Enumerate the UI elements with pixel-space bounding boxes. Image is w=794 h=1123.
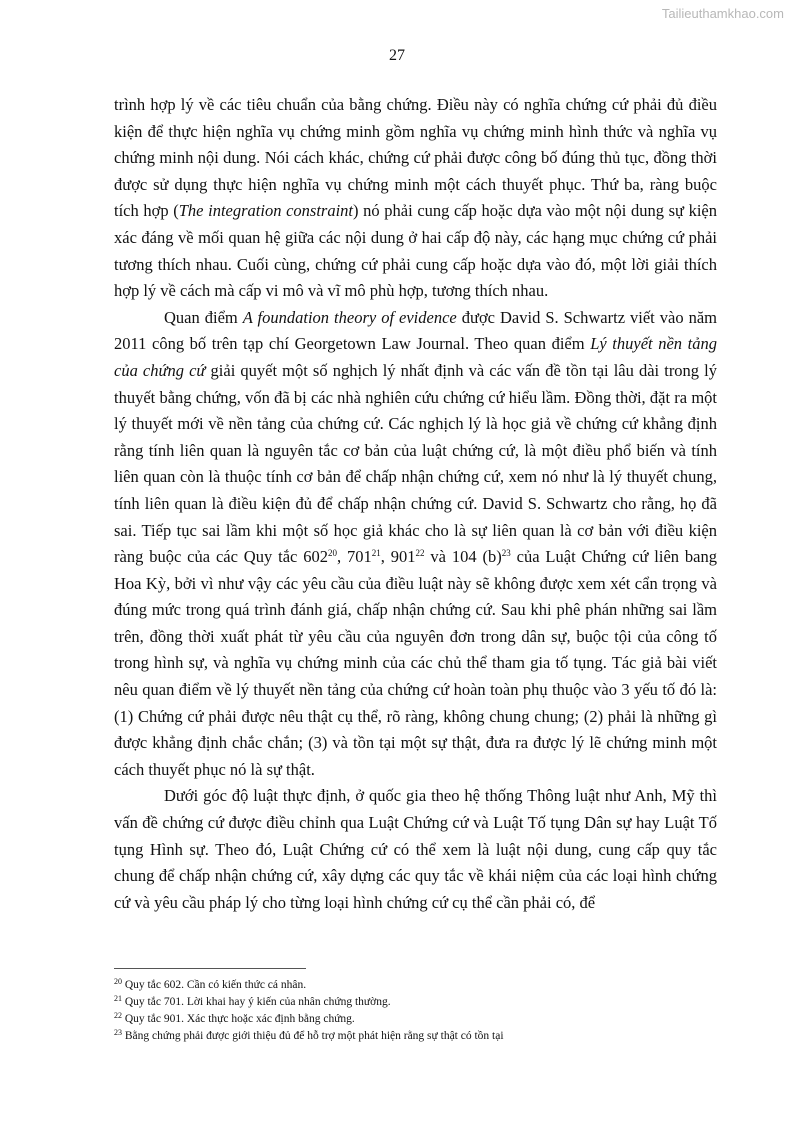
- watermark-text: Tailieuthamkhao.com: [661, 6, 784, 21]
- footnote-number: 21: [114, 994, 122, 1003]
- footnote-text: Quy tắc 602. Cần có kiến thức cá nhân.: [122, 979, 307, 991]
- footnote: [114, 1011, 734, 1028]
- paragraph-3: Dưới góc độ luật thực định, ở quốc gia theo hệ thống Thông luật như Anh, Mỹ thì vấn đề chứng cứ được điều chỉnh qua Luật Chứng cứ và Luật Tố tụng Dân sự hay Luật Tố tụng Hình sự. Theo đó, Luật Chứng cứ có thể xem là luật nội dung, cung cấp quy tắc chung để chấp nhận chứng cứ, xây dựng các quy tắc về khái niệm của các loại hình chứng cứ và yêu cầu pháp lý cho từng loại hình chứng cứ cụ thể cần phải có, để: [114, 786, 717, 912]
- paragraph-2-text-f: và 104 (b): [424, 547, 502, 567]
- italic-title-vi: Lý thuyết nền tảng của chứng cứ: [114, 334, 717, 380]
- paragraph-2-text-d: , 701: [336, 547, 372, 567]
- footnote-text: Quy tắc 701. Lời khai hay ý kiến của nhân chứng thường.: [122, 996, 391, 1008]
- paragraph-2-text-g: của Luật Chứng cứ liên bang Hoa Kỳ, bởi vì như vậy các yêu cầu của điều luật này sẽ không được xem xét cẩn trọng và đúng mức trong quá trình đánh giá, chấp nhận chứng cứ. Sau khi phê phán những sai lầm trên, đồng thời xuất phát từ yêu cầu của nguyên đơn trong dân sự, buộc tội của công tố trong hình sự, và nghĩa vụ chứng minh của các chủ thể tham gia tố tụng. Tác giả bài viết nêu quan điểm về lý thuyết nền tảng của chứng cứ hoàn toàn phụ thuộc vào 3 yếu tố đó là: (1) Chứng cứ phải được nêu thật cụ thể, rõ ràng, không chung chung; (2) phải là những gì được khẳng định chắc chắn; (3) và tồn tại một sự thật, đưa ra được lý lẽ chứng minh một cách thuyết phục nó là sự thật.: [114, 547, 717, 779]
- body-text: [114, 92, 717, 916]
- footnote: [114, 1028, 734, 1045]
- paragraph-1-text-b: ) nó phải cung cấp hoặc dựa vào một nội dung sự kiện xác đáng về mối quan hệ giữa các nội dung ở hai cấp độ này, các hạng mục chứng cứ phải tương thích nhau. Cuối cùng, chứng cứ phải cung cấp hoặc dựa vào đó, một lời giải thích hợp lý về cách mà cấp vi mô và vĩ mô phù hợp, tương thích nhau.: [114, 201, 718, 301]
- paragraph-2-text-a: Quan điểm: [164, 307, 243, 327]
- footnote-divider: [114, 968, 306, 969]
- footnote-number: 23: [114, 1028, 122, 1037]
- page-number: 27: [389, 47, 405, 64]
- footnote-text: Bằng chứng phải được giới thiệu đủ để hỗ trợ một phát hiện rằng sự thật có tồn tại: [122, 1030, 504, 1042]
- paragraph-2-text-b: được David S. Schwartz viết vào năm 2011 công bố trên tạp chí Georgetown Law Journal. Theo quan điểm: [114, 307, 718, 354]
- footnote-text: Quy tắc 901. Xác thực hoặc xác định bằng chứng.: [122, 1013, 355, 1025]
- footnote-ref-23[interactable]: 23: [501, 548, 511, 559]
- footnote-number: 22: [114, 1011, 122, 1020]
- italic-term: The integration constraint: [178, 201, 354, 221]
- footnote: [114, 977, 734, 994]
- italic-title: A foundation theory of evidence: [242, 307, 457, 327]
- footnote-ref-20[interactable]: 20: [327, 548, 337, 559]
- paragraph-1: [114, 92, 717, 305]
- paragraph-2: [114, 305, 717, 784]
- paragraph-2-text-c: giải quyết một số nghịch lý nhất định và các vấn đề tồn tại lâu dài trong lý thuyết bằng chứng, vốn đã bị các nhà nghiên cứu chứng cứ hiểu lầm. Đồng thời, đặt ra một lý thuyết mới về nền tảng của chứng cứ. Các nghịch lý là học giả về chứng cứ khẳng định rằng tính liên quan là nguyên tắc cơ bản của luật chứng cứ, là một điều phổ biến và tính liên quan còn là thuộc tính cơ bản để chấp nhận chứng cứ, xem nó như là lý thuyết chung, tính liên quan là điều kiện đủ để chấp nhận chứng cứ. David S. Schwartz cho rằng, họ đã sai. Tiếp tục sai lầm khi một số học giả khác cho là sự liên quan là cơ bản với điều kiện ràng buộc của các Quy tắc 602: [114, 360, 717, 567]
- footnote: [114, 994, 734, 1011]
- footnote-ref-21[interactable]: 21: [371, 548, 381, 559]
- footnote-ref-22[interactable]: 22: [415, 548, 425, 559]
- paragraph-1-text-a: trình hợp lý về các tiêu chuẩn của bằng chứng. Điều này có nghĩa chứng cứ phải đủ điều kiện để thực hiện nghĩa vụ chứng minh gồm nghĩa vụ chứng minh hình thức và nghĩa vụ chứng minh nội dung. Nói cách khác, chứng cứ phải được công bố đúng thủ tục, đồng thời được sử dụng thực hiện nghĩa vụ chứng minh một cách thuyết phục. Thứ ba, ràng buộc tích hợp (: [114, 95, 717, 221]
- footnotes: [114, 977, 734, 1045]
- footnote-number: 20: [114, 977, 122, 986]
- paragraph-2-text-e: , 901: [380, 547, 416, 567]
